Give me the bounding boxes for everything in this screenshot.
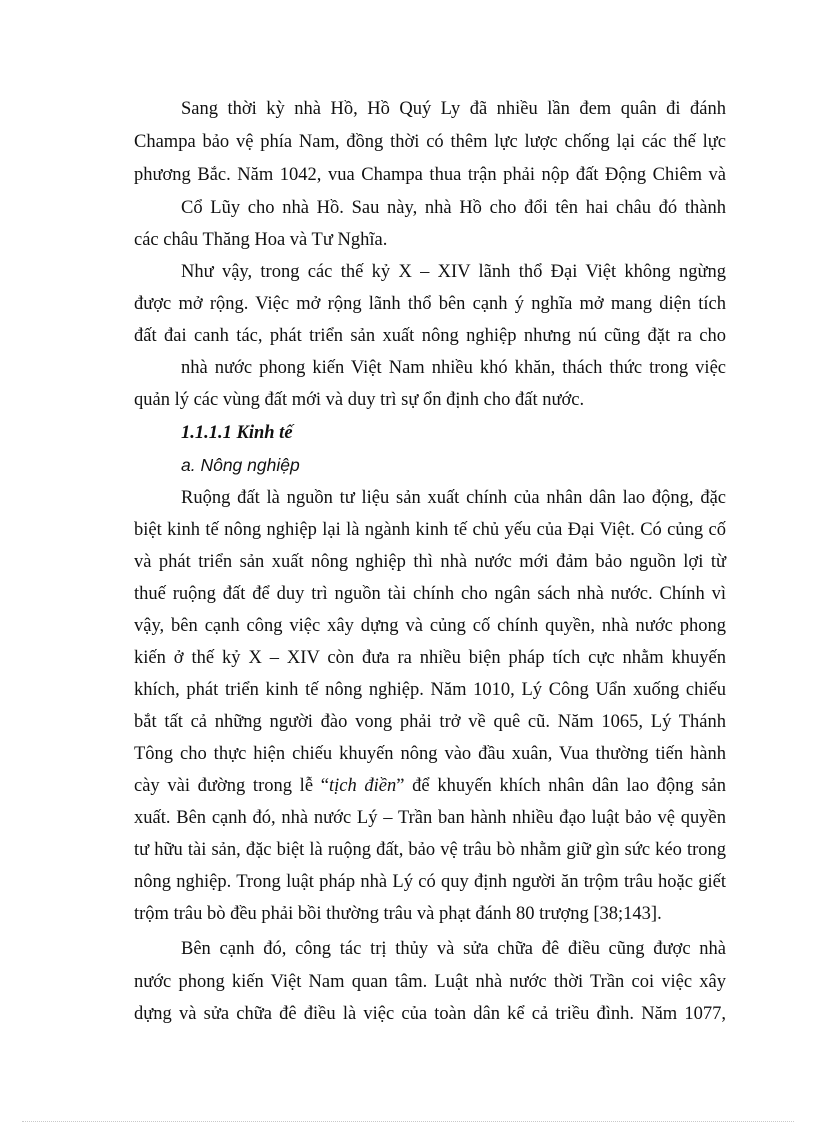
text-line: các châu Thăng Hoa và Tư Nghĩa. (134, 230, 388, 250)
text-line: trộm trâu bò đều phải bồi thường trâu và phạt đánh 80 trượng [38;143]. (134, 904, 662, 924)
text-line: xuất. Bên cạnh đó, nhà nước Lý – Trần ban hành nhiều đạo luật bảo vệ quyền (134, 808, 726, 828)
text-line: Cổ Lũy cho nhà Hồ. Sau này, nhà Hồ cho đổi tên hai châu đó thành (181, 198, 726, 218)
text-line: được mở rộng. Việc mở rộng lãnh thổ bên cạnh ý nghĩa mở mang diện tích (134, 294, 726, 314)
text-line: dựng và sửa chữa đê điều là việc của toàn dân kể cả triều đình. Năm 1077, (134, 1004, 726, 1024)
text-line: Tông cho thực hiện chiếu khuyến nông vào đầu xuân, Vua thường tiến hành (134, 744, 726, 764)
text-line: và phát triển sản xuất nông nghiệp thì nhà nước mới đảm bảo nguồn lợi từ (134, 552, 726, 572)
text-line: nước phong kiến Việt Nam quan tâm. Luật nhà nước thời Trần coi việc xây (134, 972, 726, 992)
text-line: vậy, bên cạnh công việc xây dựng và củng cố chính quyền, nhà nước phong (134, 616, 726, 636)
text-line: kiến ở thế kỷ X – XIV còn đưa ra nhiều biện pháp tích cực nhằm khuyến (134, 648, 726, 668)
text-line: tư hữu tài sản, đặc biệt là ruộng đất, bảo vệ trâu bò nhằm giữ gìn sức kéo trong (134, 840, 726, 860)
text-line-with-italic (134, 775, 726, 797)
text-line: Champa bảo vệ phía Nam, đồng thời có thêm lực lược chống lại các thế lực (134, 132, 726, 152)
text-line: Như vậy, trong các thế kỷ X – XIV lãnh thổ Đại Việt không ngừng (181, 262, 726, 282)
text-line: thuế ruộng đất để duy trì nguồn tài chính cho ngân sách nhà nước. Chính vì (134, 584, 726, 604)
page-bottom-rule (22, 1121, 794, 1122)
section-heading: 1.1.1.1 Kinh tế (181, 423, 293, 443)
text-line: đất đai canh tác, phát triển sản xuất nông nghiệp nhưng nú cũng đặt ra cho (134, 326, 726, 346)
text-line: phương Bắc. Năm 1042, vua Champa thua trận phải nộp đất Động Chiêm và (134, 165, 726, 185)
text-run: ” để khuyến khích nhân dân lao động sản (396, 776, 727, 796)
text-line: khích, phát triển kinh tế nông nghiệp. Năm 1010, Lý Công Uẩn xuống chiếu (134, 680, 726, 700)
text-line: nông nghiệp. Trong luật pháp nhà Lý có quy định người ăn trộm trâu hoặc giết (134, 872, 726, 892)
text-line: Sang thời kỳ nhà Hồ, Hồ Quý Ly đã nhiều lần đem quân đi đánh (181, 99, 726, 119)
text-line: biệt kinh tế nông nghiệp lại là ngành kinh tế chủ yếu của Đại Việt. Có củng cố (134, 520, 726, 540)
italic-term: tịch điền (328, 776, 397, 796)
text-line: Bên cạnh đó, công tác trị thủy và sửa chữa đê điều cũng được nhà (181, 939, 726, 959)
text-line: bắt tất cả những người đào vong phải trở về quê cũ. Năm 1065, Lý Thánh (134, 712, 726, 732)
text-line: quản lý các vùng đất mới và duy trì sự ổn định cho đất nước. (134, 390, 585, 410)
text-line: Ruộng đất là nguồn tư liệu sản xuất chính của nhân dân lao động, đặc (181, 488, 726, 508)
text-run: cày vài đường trong lễ “ (134, 776, 329, 796)
subsection-heading: a. Nông nghiệp (181, 455, 300, 475)
text-line: nhà nước phong kiến Việt Nam nhiều khó khăn, thách thức trong việc (181, 358, 726, 378)
